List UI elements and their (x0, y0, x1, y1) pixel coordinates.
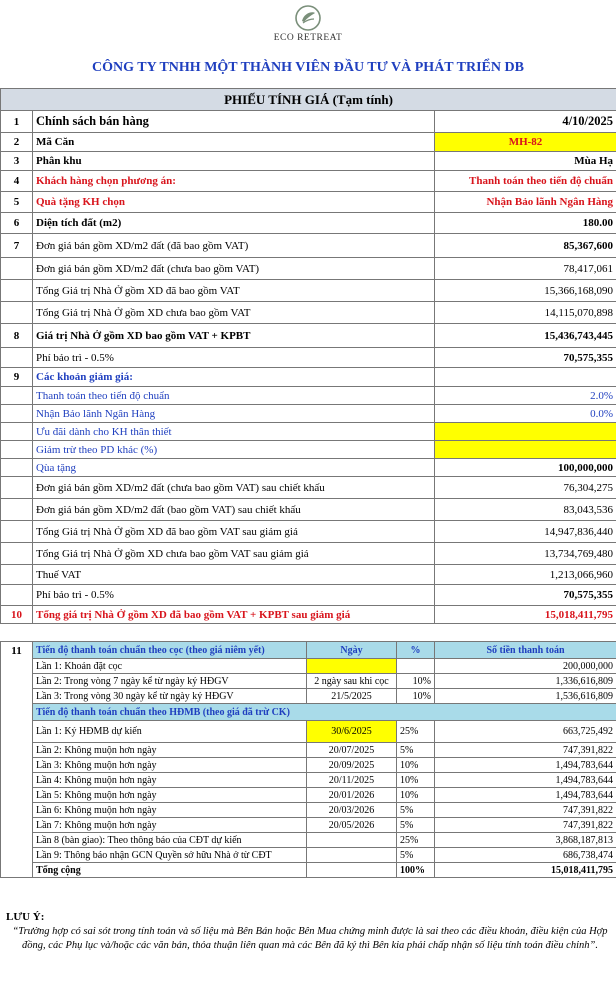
row-value: 0.0% (435, 405, 616, 423)
price-row (1, 213, 616, 234)
price-row (1, 111, 616, 133)
row-number (1, 387, 33, 405)
payment-schedule-table (0, 641, 616, 878)
note-text: “Trường hợp có sai sót trong tính toán và số liệu mà Bên Bán hoặc Bên Mua chứng minh được là sai theo các điều khoản, điều kiện của Hợp đồng, các Phụ lục và/hoặc các văn bản, thỏa thuận liên quan mà các Bên đã ký thì Bên kia phải chấp nhận số liệu tính toán điều chỉnh”. (12, 926, 608, 951)
row-value: 15,018,411,795 (435, 606, 616, 624)
schedule-label: Lần 2: Không muộn hơn ngày (33, 743, 307, 758)
row-value: Nhận Bảo lãnh Ngân Hàng (435, 192, 616, 213)
row-number: 2 (1, 133, 33, 152)
price-row (1, 258, 616, 280)
row-number: 4 (1, 171, 33, 192)
schedule-date: 30/6/2025 (307, 721, 397, 743)
row-value: 1,213,066,960 (435, 565, 616, 585)
schedule-section-row (1, 704, 616, 721)
schedule-pct: 5% (397, 818, 435, 833)
row-value: 70,575,355 (435, 348, 616, 368)
schedule-amount: 1,336,616,809 (435, 674, 616, 689)
price-row (1, 499, 616, 521)
schedule-date: 20/09/2025 (307, 758, 397, 773)
schedule-pct: 25% (397, 721, 435, 743)
schedule-date (307, 833, 397, 848)
schedule-date: 20/07/2025 (307, 743, 397, 758)
row-value: 13,734,769,480 (435, 543, 616, 565)
row-value: 70,575,355 (435, 585, 616, 606)
price-table (0, 88, 616, 624)
date-header: Ngày (307, 642, 397, 659)
schedule-row (1, 833, 616, 848)
schedule-amount: 1,536,616,809 (435, 689, 616, 704)
schedule-label: Lần 3: Không muộn hơn ngày (33, 758, 307, 773)
row-value: Mùa Hạ (435, 152, 616, 171)
schedule-pct: 10% (397, 758, 435, 773)
schedule-label: Lần 4: Không muộn hơn ngày (33, 773, 307, 788)
row-number (1, 348, 33, 368)
row-value: MH-82 (435, 133, 616, 152)
row-label: Qùa tặng (33, 459, 435, 477)
row-label: Đơn giá bán gồm XD/m2 đất (chưa bao gồm VAT) (33, 258, 435, 280)
schedule-label: Lần 2: Trong vòng 7 ngày kể từ ngày ký HĐGV (33, 674, 307, 689)
price-row (1, 302, 616, 324)
row-value: 15,366,168,090 (435, 280, 616, 302)
row-value (435, 441, 616, 459)
pct-header: % (397, 642, 435, 659)
row-number: 5 (1, 192, 33, 213)
schedule-amount: 1,494,783,644 (435, 758, 616, 773)
price-row (1, 324, 616, 348)
row-number: 1 (1, 111, 33, 133)
row-label: Thuế VAT (33, 565, 435, 585)
schedule-pct: 10% (397, 773, 435, 788)
schedule-amount: 686,738,474 (435, 848, 616, 863)
row-label: Đơn giá bán gồm XD/m2 đất (chưa bao gồm VAT) sau chiết khấu (33, 477, 435, 499)
price-row (1, 368, 616, 387)
price-row (1, 585, 616, 606)
row-value: 100,000,000 (435, 459, 616, 477)
price-row (1, 405, 616, 423)
schedule-amount: 663,725,492 (435, 721, 616, 743)
schedule-date: 2 ngày sau khi cọc (307, 674, 397, 689)
row-number: 8 (1, 324, 33, 348)
row-number (1, 459, 33, 477)
row-value: 76,304,275 (435, 477, 616, 499)
row-label: Nhận Bảo lãnh Ngân Hàng (33, 405, 435, 423)
row-number (1, 585, 33, 606)
price-row (1, 543, 616, 565)
row-label: Khách hàng chọn phương án: (33, 171, 435, 192)
amount-header: Số tiền thanh toán (435, 642, 616, 659)
row-label: Tổng Giá trị Nhà Ở gồm XD đã bao gồm VAT sau giảm giá (33, 521, 435, 543)
row-label: Giá trị Nhà Ở gồm XD bao gồm VAT + KPBT (33, 324, 435, 348)
row-value: 14,947,836,440 (435, 521, 616, 543)
row-number (1, 258, 33, 280)
row-number (1, 302, 33, 324)
row-value: 180.00 (435, 213, 616, 234)
price-row (1, 234, 616, 258)
schedule-amount: 1,494,783,644 (435, 788, 616, 803)
schedule-date (307, 659, 397, 674)
row-number: 7 (1, 234, 33, 258)
schedule-pct: 5% (397, 743, 435, 758)
row-value: 14,115,070,898 (435, 302, 616, 324)
company-name: CÔNG TY TNHH MỘT THÀNH VIÊN ĐẦU TƯ VÀ PHÁT TRIỂN DB (92, 60, 524, 75)
schedule-row (1, 659, 616, 674)
row-label: Đơn giá bán gồm XD/m2 đất (bao gồm VAT) sau chiết khấu (33, 499, 435, 521)
row-value: 78,417,061 (435, 258, 616, 280)
schedule-label: Lần 7: Không muộn hơn ngày (33, 818, 307, 833)
row-label: Ưu đãi dành cho KH thân thiết (33, 423, 435, 441)
schedule-row (1, 803, 616, 818)
row-number (1, 423, 33, 441)
row-number: 10 (1, 606, 33, 624)
row-value: 2.0% (435, 387, 616, 405)
schedule-amount: 747,391,822 (435, 818, 616, 833)
row-number: 3 (1, 152, 33, 171)
schedule-row (1, 848, 616, 863)
row-label: Tổng Giá trị Nhà Ở gồm XD đã bao gồm VAT (33, 280, 435, 302)
row-label: Quà tặng KH chọn (33, 192, 435, 213)
row-value (435, 368, 616, 387)
price-row (1, 348, 616, 368)
schedule-date: 20/01/2026 (307, 788, 397, 803)
row-value: 85,367,600 (435, 234, 616, 258)
row-label: Các khoản giảm giá: (33, 368, 435, 387)
row-number (1, 499, 33, 521)
row-number: 9 (1, 368, 33, 387)
price-row (1, 133, 616, 152)
schedule-row (1, 721, 616, 743)
schedule-total-row (1, 863, 616, 878)
schedule-date: 20/03/2026 (307, 803, 397, 818)
schedule-pct: 5% (397, 848, 435, 863)
total-label: Tổng cộng (33, 863, 307, 878)
price-row (1, 387, 616, 405)
total-date (307, 863, 397, 878)
row-value: 83,043,536 (435, 499, 616, 521)
schedule-pct: 5% (397, 803, 435, 818)
row-label: Mã Căn (33, 133, 435, 152)
total-pct: 100% (397, 863, 435, 878)
price-row (1, 280, 616, 302)
schedule-amount: 747,391,822 (435, 743, 616, 758)
row-number (1, 441, 33, 459)
row-value: Thanh toán theo tiến độ chuẩn (435, 171, 616, 192)
price-row (1, 192, 616, 213)
schedule-amount: 747,391,822 (435, 803, 616, 818)
row-number (1, 521, 33, 543)
sheet-title: PHIẾU TÍNH GIÁ (Tạm tính) (1, 89, 616, 111)
schedule-row (1, 689, 616, 704)
schedule-pct: 25% (397, 833, 435, 848)
logo-text: ECO RETREAT (273, 33, 343, 43)
schedule-date (307, 848, 397, 863)
schedule-amount: 3,868,187,813 (435, 833, 616, 848)
row-label: Phí bảo trì - 0.5% (33, 585, 435, 606)
price-row (1, 423, 616, 441)
price-row (1, 459, 616, 477)
schedule-pct: 10% (397, 674, 435, 689)
note-title: LƯU Ý: (6, 911, 45, 923)
schedule-label: Lần 6: Không muộn hơn ngày (33, 803, 307, 818)
schedule-title: Tiến độ thanh toán chuẩn theo cọc (theo giá niêm yết) (33, 642, 307, 659)
total-amount: 15,018,411,795 (435, 863, 616, 878)
logo (0, 4, 616, 48)
leaf-logo-icon (294, 4, 322, 32)
schedule-date: 20/11/2025 (307, 773, 397, 788)
row-label: Phí bảo trì - 0.5% (33, 348, 435, 368)
schedule-row (1, 758, 616, 773)
row-value: 4/10/2025 (435, 111, 616, 133)
row-number (1, 405, 33, 423)
schedule-section-title: Tiến độ thanh toán chuẩn theo HĐMB (theo giá đã trừ CK) (33, 704, 616, 721)
price-row (1, 521, 616, 543)
price-row (1, 565, 616, 585)
row-number: 6 (1, 213, 33, 234)
schedule-amount: 1,494,783,644 (435, 773, 616, 788)
schedule-row (1, 788, 616, 803)
row-label: Tổng Giá trị Nhà Ở gồm XD chưa bao gồm VAT sau giảm giá (33, 543, 435, 565)
schedule-header-row (1, 642, 616, 659)
schedule-amount: 200,000,000 (435, 659, 616, 674)
row-label: Đơn giá bán gồm XD/m2 đất (đã bao gồm VAT) (33, 234, 435, 258)
schedule-label: Lần 5: Không muộn hơn ngày (33, 788, 307, 803)
schedule-label: Lần 3: Trong vòng 30 ngày kể từ ngày ký HĐGV (33, 689, 307, 704)
row-label: Thanh toán theo tiến độ chuẩn (33, 387, 435, 405)
schedule-row (1, 674, 616, 689)
row-label: Phân khu (33, 152, 435, 171)
price-row (1, 171, 616, 192)
price-row (1, 606, 616, 624)
schedule-label: Lần 9: Thông báo nhận GCN Quyền sở hữu Nhà ở từ CĐT (33, 848, 307, 863)
row-label: Tổng Giá trị Nhà Ở gồm XD chưa bao gồm VAT (33, 302, 435, 324)
schedule-pct (397, 659, 435, 674)
schedule-row (1, 818, 616, 833)
row-label: Giảm trừ theo PD khác (%) (33, 441, 435, 459)
price-row (1, 152, 616, 171)
schedule-date: 20/05/2026 (307, 818, 397, 833)
row-value: 15,436,743,445 (435, 324, 616, 348)
price-row (1, 441, 616, 459)
row-label: Tổng giá trị Nhà Ở gồm XD đã bao gồm VAT + KPBT sau giảm giá (33, 606, 435, 624)
schedule-row (1, 743, 616, 758)
row-number (1, 280, 33, 302)
schedule-date: 21/5/2025 (307, 689, 397, 704)
price-row (1, 477, 616, 499)
row-number (1, 565, 33, 585)
schedule-label: Lần 1: Khoản đặt cọc (33, 659, 307, 674)
row-number (1, 543, 33, 565)
schedule-row (1, 773, 616, 788)
schedule-pct: 10% (397, 689, 435, 704)
schedule-pct: 10% (397, 788, 435, 803)
schedule-number: 11 (1, 642, 33, 878)
row-number (1, 477, 33, 499)
schedule-label: Lần 8 (bàn giao): Theo thông báo của CĐT dự kiến (33, 833, 307, 848)
row-value (435, 423, 616, 441)
schedule-label: Lần 1: Ký HĐMB dự kiến (33, 721, 307, 743)
row-label: Chính sách bán hàng (33, 111, 435, 133)
row-label: Diện tích đất (m2) (33, 213, 435, 234)
